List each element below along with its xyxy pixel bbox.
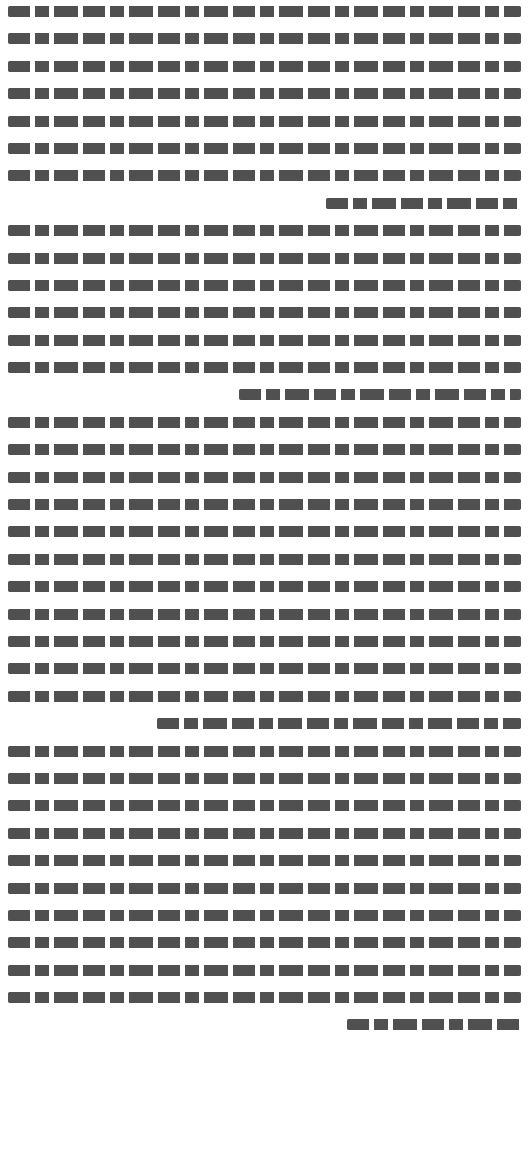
text-line — [8, 417, 521, 428]
text-line — [8, 554, 521, 565]
text-line — [8, 6, 521, 17]
text-line — [8, 33, 521, 44]
text-line — [8, 362, 521, 373]
text-line — [8, 746, 521, 757]
text-line — [8, 800, 521, 811]
text-line — [8, 883, 521, 894]
text-line — [8, 855, 521, 866]
paragraphs — [8, 6, 521, 1030]
text-line — [8, 88, 521, 99]
paragraph — [8, 417, 521, 729]
text-line — [8, 225, 521, 236]
text-line — [8, 773, 521, 784]
text-line — [8, 609, 521, 620]
article-body — [8, 6, 521, 1170]
text-line — [157, 718, 521, 729]
text-line — [8, 444, 521, 455]
text-line — [8, 663, 521, 674]
text-line — [8, 472, 521, 483]
text-line — [8, 170, 521, 181]
text-line — [8, 143, 521, 154]
text-line — [8, 937, 521, 948]
text-line — [8, 61, 521, 72]
text-line — [8, 335, 521, 346]
text-line — [347, 1019, 521, 1030]
paragraph — [8, 6, 521, 209]
text-line — [8, 581, 521, 592]
text-line — [8, 691, 521, 702]
text-line — [8, 253, 521, 264]
text-line — [8, 828, 521, 839]
text-line — [8, 116, 521, 127]
paragraph — [8, 746, 521, 1031]
text-line — [8, 280, 521, 291]
text-line — [8, 965, 521, 976]
text-line — [239, 389, 521, 400]
paragraph — [8, 225, 521, 400]
text-line — [8, 910, 521, 921]
text-line — [8, 636, 521, 647]
text-line — [8, 499, 521, 510]
text-line — [326, 198, 521, 209]
text-line — [8, 992, 521, 1003]
text-line — [8, 526, 521, 537]
text-line — [8, 307, 521, 318]
